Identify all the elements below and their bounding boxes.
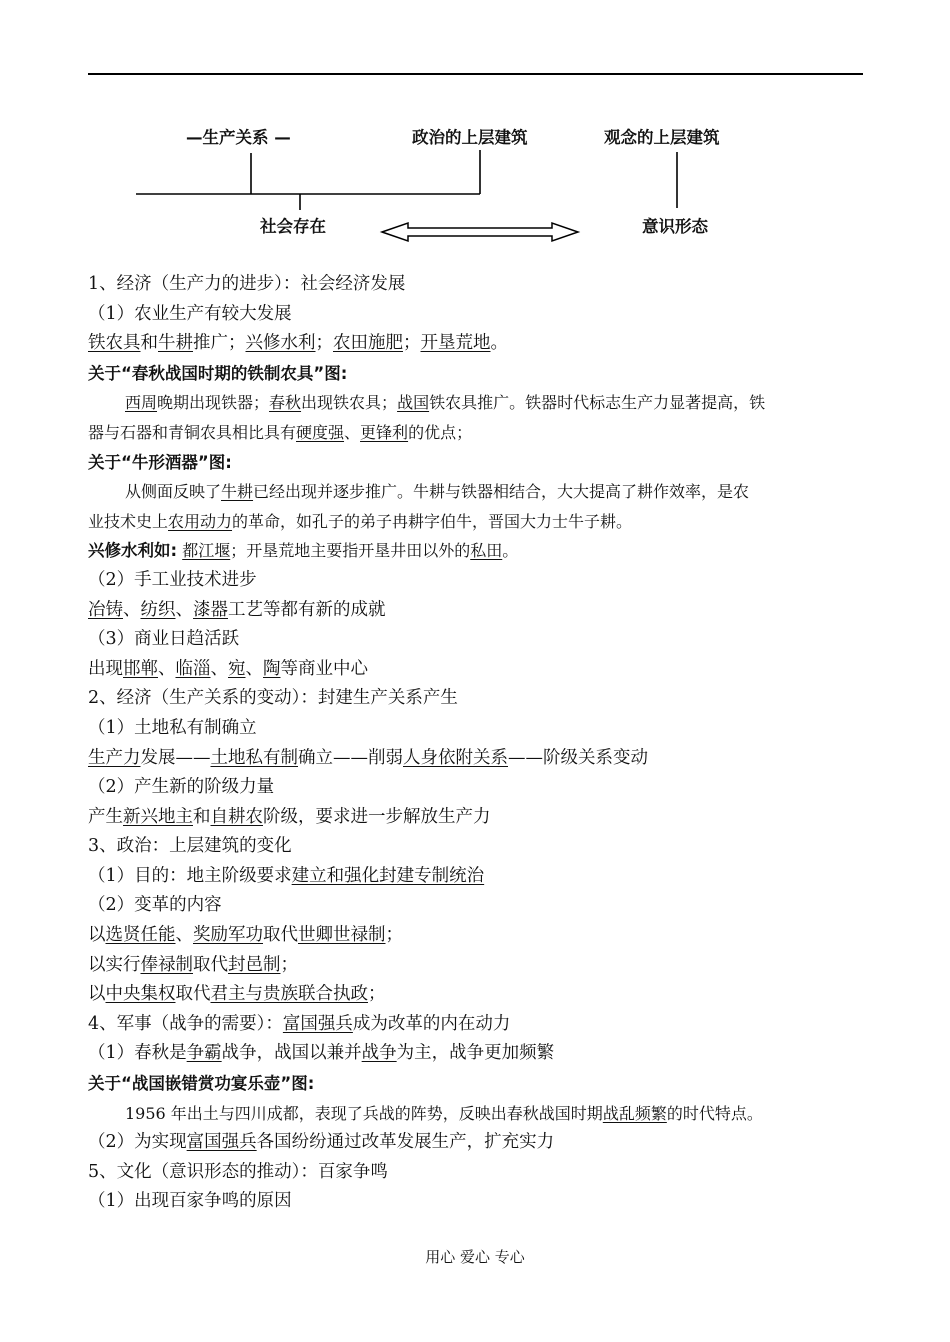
text-run: 兴修水利如: <box>88 541 178 561</box>
superstructure-diagram <box>0 0 950 260</box>
text-line <box>88 921 868 951</box>
text-run: ； <box>280 954 298 975</box>
underlined-term: 铁农具 <box>88 333 141 354</box>
production-relations-label: —生产关系 — <box>186 128 291 147</box>
text-run: 1956 年出土与四川成都，表现了兵战的阵势，反映出春秋战国时期 <box>125 1103 603 1123</box>
text-run: 3、政治：上层建筑的变化 <box>88 836 292 857</box>
text-run: 以 <box>88 984 106 1005</box>
ideological-superstructure-label: 观念的上层建筑 <box>604 128 720 147</box>
underlined-term: 纺织 <box>140 599 176 620</box>
text-line <box>88 862 868 892</box>
text-run: 业技术史上 <box>88 511 169 531</box>
text-line <box>88 1158 868 1188</box>
text-line <box>88 1128 868 1158</box>
text-line <box>88 418 868 448</box>
ideology-label: 意识形态 <box>642 217 708 236</box>
underlined-term: 争霸 <box>186 1043 222 1064</box>
underlined-term: 宛 <box>228 658 246 679</box>
text-run: 。 <box>502 541 519 561</box>
underlined-term: 土地私有制 <box>210 747 298 768</box>
text-run: （2）手工业技术进步 <box>88 569 257 590</box>
text-line <box>88 832 868 862</box>
text-run: 、 <box>175 925 193 946</box>
political-superstructure-label: 政治的上层建筑 <box>412 128 528 147</box>
text-run: 确立——削弱 <box>298 747 403 768</box>
text-run: ——阶级关系变动 <box>508 747 648 768</box>
underlined-term: 都江堰 <box>182 541 231 561</box>
underlined-term: 奖励军功 <box>193 925 263 946</box>
text-run: 阶级，要求进一步解放生产力 <box>263 806 491 827</box>
underlined-term: 中央集权 <box>105 984 176 1005</box>
text-run: 关于“春秋战国时期的铁制农具”图: <box>88 363 348 383</box>
underlined-term: 世卿世禄制 <box>298 925 386 946</box>
underlined-term: 牛耕 <box>221 482 254 502</box>
underlined-term: 硬度强 <box>296 422 345 442</box>
text-run: 发展—— <box>140 747 211 768</box>
text-line <box>88 1010 868 1040</box>
page-footer: 用心 爱心 专心 <box>425 1248 525 1266</box>
underlined-term: 春秋 <box>269 393 302 413</box>
underlined-term: 战争 <box>361 1043 397 1064</box>
text-line <box>88 744 868 774</box>
text-run: ； <box>315 333 333 354</box>
diagram-connectors <box>0 0 950 260</box>
text-line <box>88 300 868 330</box>
text-run: 1、经济（生产力的进步）：社会经济发展 <box>88 274 406 294</box>
underlined-term: 人身依附关系 <box>403 747 508 768</box>
text-run: 关于“战国嵌错赏功宴乐壶”图: <box>88 1074 315 1094</box>
underlined-term: 自耕农 <box>210 806 263 827</box>
text-run: （2）为实现 <box>88 1132 187 1153</box>
underlined-term: 君主与贵族联合执政 <box>210 984 368 1005</box>
underlined-term: 邯郸 <box>123 658 158 679</box>
text-run: 、 <box>123 599 141 620</box>
text-run: 工艺等都有新的成就 <box>228 599 386 620</box>
text-line <box>88 329 868 359</box>
double-arrow-icon <box>382 223 578 241</box>
text-run: 的革命，如孔子的弟子冉耕字伯牛，晋国大力士牛子耕。 <box>232 511 633 531</box>
text-line <box>88 980 868 1010</box>
document-body <box>88 270 868 1217</box>
underlined-term: 冶铸 <box>88 599 123 620</box>
underlined-term: 新兴地主 <box>123 806 193 827</box>
text-line <box>88 655 868 685</box>
text-run: 推广； <box>193 333 246 354</box>
text-line <box>88 803 868 833</box>
text-run: 晚期出现铁器； <box>157 393 270 413</box>
text-line <box>88 566 868 596</box>
text-run: 产生 <box>88 806 123 827</box>
text-run: 的优点； <box>408 422 473 442</box>
underlined-term: 选贤任能 <box>105 925 176 946</box>
underlined-term: 农用动力 <box>168 511 233 531</box>
text-run: 等商业中心 <box>280 658 368 679</box>
underlined-term: 临淄 <box>175 658 211 679</box>
text-run: 从侧面反映了 <box>125 482 222 502</box>
text-line <box>88 388 868 418</box>
text-run: （1）春秋是 <box>88 1043 187 1064</box>
text-run: 和 <box>140 333 158 354</box>
text-run: 、 <box>344 422 361 442</box>
text-run: 战争，战国以兼并 <box>221 1043 362 1064</box>
underlined-term: 更锋利 <box>360 422 409 442</box>
text-line <box>88 536 868 566</box>
text-run: 为主，战争更加频繁 <box>396 1043 555 1064</box>
underlined-term: 生产力 <box>88 747 141 768</box>
text-run: 的时代特点。 <box>666 1103 763 1123</box>
text-line <box>88 1099 868 1129</box>
text-run: 、 <box>158 658 176 679</box>
text-run: （1）目的：地主阶级要求 <box>88 865 292 886</box>
text-line <box>88 1039 868 1069</box>
text-run: 以实行 <box>88 954 141 975</box>
underlined-term: 封邑制 <box>228 954 281 975</box>
text-run: 已经出现并逐步推广。牛耕与铁器相结合，大大提高了耕作效率，是农 <box>253 482 750 502</box>
underlined-term: 陶 <box>263 658 281 679</box>
underlined-term: 农田施肥 <box>333 333 403 354</box>
underlined-term: 战国 <box>397 393 430 413</box>
text-run: （1）出现百家争鸣的原因 <box>88 1191 292 1212</box>
underlined-term: 战乱频繁 <box>602 1103 667 1123</box>
text-line <box>88 1187 868 1217</box>
underlined-term: 西周 <box>125 393 158 413</box>
text-line <box>88 270 868 300</box>
text-run: （1）农业生产有较大发展 <box>88 303 292 324</box>
text-run: ； <box>403 333 421 354</box>
text-run: 取代 <box>263 925 298 946</box>
underlined-term: 富国强兵 <box>282 1013 353 1034</box>
text-run: 铁农具推广。铁器时代标志生产力显著提高，铁 <box>429 393 766 413</box>
text-run: （2）变革的内容 <box>88 895 222 916</box>
text-run: 成为改革的内在动力 <box>352 1013 511 1034</box>
underlined-term: 私田 <box>470 541 503 561</box>
text-line <box>88 625 868 655</box>
text-run: 器与石器和青铜农具相比具有 <box>88 422 297 442</box>
text-line <box>88 684 868 714</box>
text-run: （3）商业日趋活跃 <box>88 629 240 650</box>
text-run: ； <box>385 925 403 946</box>
underlined-term: 漆器 <box>193 599 228 620</box>
text-run: 关于“牛形酒器”图: <box>88 452 232 472</box>
text-run: （1）土地私有制确立 <box>88 717 257 738</box>
text-run: 4、军事（战争的需要）： <box>88 1013 283 1034</box>
text-run: 以 <box>88 925 106 946</box>
underlined-term: 建立和强化封建专制统治 <box>291 865 485 886</box>
text-run: 、 <box>175 599 193 620</box>
text-run: 各国纷纷通过改革发展生产，扩充实力 <box>256 1132 555 1153</box>
text-line <box>88 773 868 803</box>
text-line <box>88 507 868 537</box>
text-line <box>88 477 868 507</box>
text-run: 出现铁农具； <box>301 393 398 413</box>
text-run: ；开垦荒地主要指开垦井田以外的 <box>230 541 471 561</box>
text-run: 、 <box>210 658 228 679</box>
text-run: 、 <box>245 658 263 679</box>
underlined-term: 富国强兵 <box>186 1132 257 1153</box>
text-run: 2、经济（生产关系的变动）：封建生产关系产生 <box>88 688 458 709</box>
text-line <box>88 448 868 478</box>
text-line <box>88 359 868 389</box>
underlined-term: 牛耕 <box>158 333 193 354</box>
text-line <box>88 1069 868 1099</box>
text-line <box>88 714 868 744</box>
text-line <box>88 951 868 981</box>
text-run: 。 <box>490 333 508 354</box>
text-run: 取代 <box>175 984 211 1005</box>
text-run: 出现 <box>88 658 123 679</box>
text-line <box>88 596 868 626</box>
text-run: 5、文化（意识形态的推动）：百家争鸣 <box>88 1161 388 1182</box>
text-run: 和 <box>193 806 211 827</box>
text-run: 取代 <box>193 954 228 975</box>
text-run: ； <box>368 984 386 1005</box>
text-run: （2）产生新的阶级力量 <box>88 777 275 798</box>
underlined-term: 俸禄制 <box>140 954 193 975</box>
text-line <box>88 891 868 921</box>
social-existence-label: 社会存在 <box>260 217 326 236</box>
underlined-term: 兴修水利 <box>245 333 316 354</box>
underlined-term: 开垦荒地 <box>420 333 491 354</box>
